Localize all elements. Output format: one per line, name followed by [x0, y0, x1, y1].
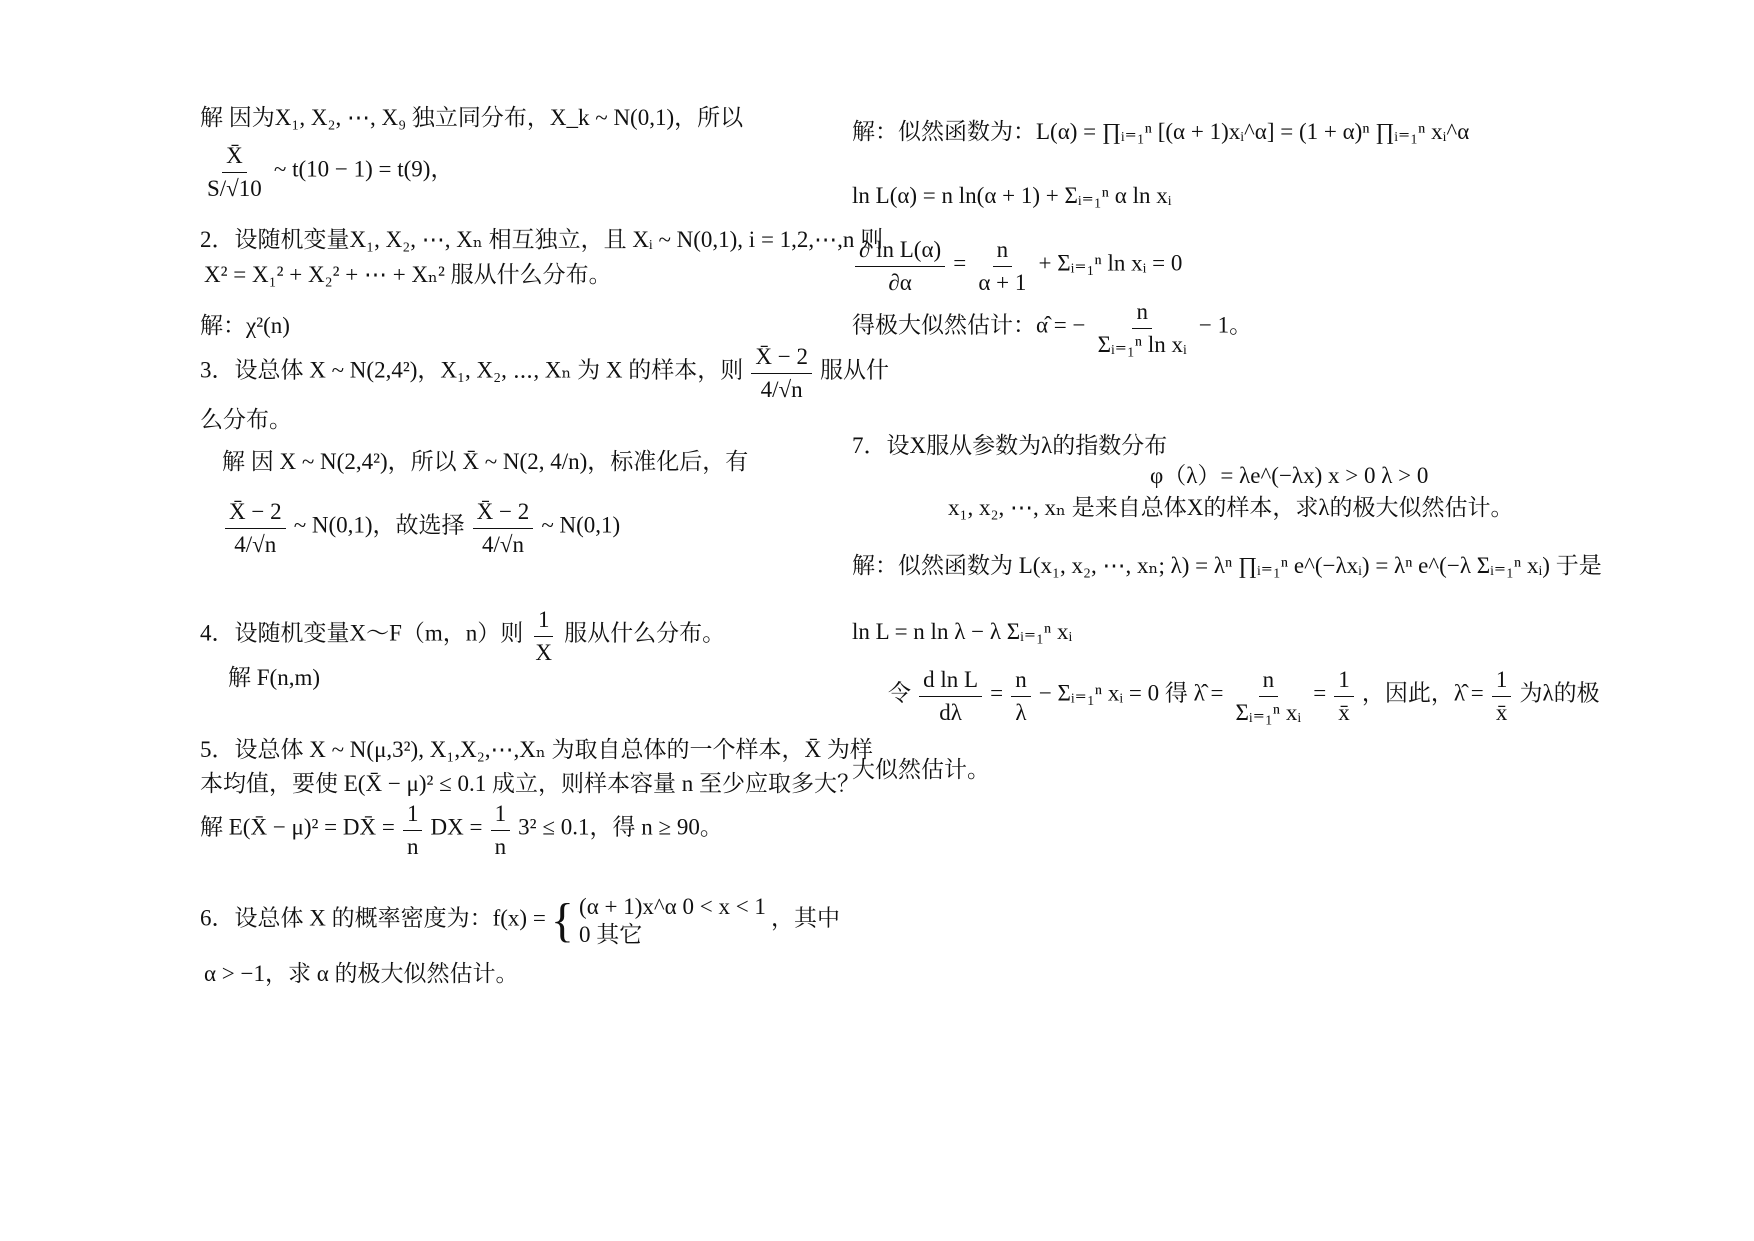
- question-3: 3．设总体 X ~ N(2,4²)，X₁, X₂, ⋯, Xₙ 为 X 的样本，则 $\frac{X̄ - 2}{4/√n}$ 服从什: [200, 344, 890, 402]
- piecewise-cases: (α + 1)x^α 0 < x < 1 0 其它: [579, 894, 766, 947]
- q7-one-over-xbar-fraction: $\frac{1}{x̄}$: [1334, 666, 1354, 726]
- question-4: 4．设随机变量X～F（m，n）则 $\frac{1}{X}$ 服从什么分布。: [200, 607, 726, 665]
- q7-derivative-fraction: $\frac{\text{d ln L}}{d\lambda}$: [919, 666, 982, 726]
- answer-5: 解 E(X̄ − μ)² = DX̄ = $\frac{1}{n}$ DX = $\frac{1}{n}$ 3² ≤ 0.1，得 n ≥ 90。: [200, 801, 723, 859]
- q6-derivative-fraction: $\frac{\text{∂ ln L(α)}}{\partial\alpha}$: [855, 236, 945, 296]
- question-3-line-2: 么分布。: [200, 407, 292, 432]
- q1-result: ~ t(10 − 1) = t(9)，: [273, 156, 454, 182]
- q7-solution-derivative: 令 $\frac{\text{d ln L}}{d\lambda}$ = $\frac{n}{\lambda}$ − Σᵢ₌₁ⁿ xᵢ = 0 得 λ̂ = $\frac{n}{\text{Σᵢ₌₁ⁿ xᵢ}}$ = $\frac{1}{x̄}$ ，因此，λ̂ = $\frac{1}{x̄}$ 为λ的极: [888, 667, 1600, 725]
- q6-estimate-fraction: $\frac{n}{\text{Σᵢ₌₁ⁿ ln xᵢ}}$: [1097, 299, 1187, 357]
- q1-t-distribution-formula: [200, 142, 453, 202]
- equals-sign: =: [953, 250, 967, 276]
- q7-solution-final: 大似然估计。: [852, 757, 990, 782]
- q3-fraction: $\frac{X̄ - 2}{4/√n}$: [751, 343, 812, 403]
- answer-3-line-1: 解 因 X ~ N(2,4²)，所以 X̄ ~ N(2, 4/n)，标准化后，有: [222, 449, 749, 474]
- answer-4: 解 F(n,m): [228, 665, 320, 690]
- equals-sign: =: [1313, 680, 1327, 706]
- q7-solution-log-likelihood: ln L = n ln λ − λ Σᵢ₌₁ⁿ xᵢ: [852, 619, 1073, 644]
- q6-solution-likelihood: 解：似然函数为：L(α) = ∏ᵢ₌₁ⁿ [(α + 1)xᵢ^α] = (1 + α)ⁿ ∏ᵢ₌₁ⁿ xᵢ^α: [852, 119, 1470, 144]
- q4-fraction: $\frac{1}{X}$: [535, 607, 553, 665]
- q1-solution-text: 解 因为X₁, X₂, ⋯, X₉ 独立同分布，X_k ~ N(0,1)，所以: [200, 105, 744, 130]
- a5-fraction-1: $\frac{1}{n}$: [403, 800, 423, 860]
- q6-solution-derivative: $\frac{\text{∂ ln L(α)}}{\partial\alpha}$ = $\frac{n}{\alpha + 1}$ + Σᵢ₌₁ⁿ ln xᵢ = 0: [852, 236, 1182, 296]
- q1-solution-line: [200, 104, 743, 132]
- a5-fraction-2: $\frac{1}{n}$: [491, 800, 511, 860]
- question-2: 2．设随机变量X₁, X₂, ⋯, Xₙ 相互独立，且 Xᵢ ~ N(0,1), i = 1,2,⋯,n 则: [200, 227, 884, 252]
- q7-final-fraction: $\frac{1}{x̄}$: [1492, 666, 1512, 726]
- question-7-pdf: φ（λ）= λe^(−λx) x > 0 λ > 0: [1150, 463, 1429, 488]
- q1-fraction: $\frac{X̄}{S/√10}$: [207, 143, 262, 201]
- equals-sign: =: [990, 680, 1004, 706]
- question-6: 6．设总体 X 的概率密度为：f(x) = { (α + 1)x^α 0 < x < 1 0 其它 ，其中: [200, 894, 841, 947]
- q6-n-over-alpha-fraction: $\frac{n}{\alpha + 1}$: [978, 237, 1027, 295]
- question-7: 7．设X服从参数为λ的指数分布: [852, 433, 1168, 458]
- q6-solution-estimate: 得极大似然估计：α̂ = − $\frac{n}{\text{Σᵢ₌₁ⁿ ln xᵢ}}$ − 1。: [852, 299, 1253, 357]
- question-5-line-2: 本均值，要使 E(X̄ − μ)² ≤ 0.1 成立，则样本容量 n 至少应取多大？: [200, 771, 861, 796]
- a3-fraction-2: $\frac{X̄ - 2}{4/√n}$: [473, 498, 534, 558]
- left-brace: {: [550, 894, 574, 947]
- q7-estimate-fraction: $\frac{n}{\text{Σᵢ₌₁ⁿ xᵢ}}$: [1235, 667, 1302, 725]
- answer-3-line-2: $\frac{X̄ - 2}{4/√n}$ ~ N(0,1)，故选择 $\frac{X̄ - 2}{4/√n}$ ~ N(0,1): [222, 498, 620, 558]
- question-7-sample: x₁, x₂, ⋯, xₙ 是来自总体X的样本，求λ的极大似然估计。: [948, 495, 1514, 520]
- question-2-line-2: X² = X₁² + X₂² + ⋯ + Xₙ² 服从什么分布。: [204, 262, 612, 287]
- answer-2: 解：χ²(n): [200, 313, 290, 338]
- q7-n-over-lambda-fraction: $\frac{n}{\lambda}$: [1011, 666, 1031, 726]
- question-6-line-2: α > −1，求 α 的极大似然估计。: [204, 961, 519, 986]
- q7-solution-likelihood: 解：似然函数为 L(x₁, x₂, ⋯, xₙ; λ) = λⁿ ∏ᵢ₌₁ⁿ e^(−λxᵢ) = λⁿ e^(−λ Σᵢ₌₁ⁿ xᵢ) 于是: [852, 553, 1602, 578]
- q6-solution-log-likelihood: ln L(α) = n ln(α + 1) + Σᵢ₌₁ⁿ α ln xᵢ: [852, 183, 1172, 208]
- question-5: 5．设总体 X ~ N(μ,3²), X₁,X₂,⋯,Xₙ 为取自总体的一个样本，X̄ 为样: [200, 737, 873, 762]
- a3-fraction-1: $\frac{X̄ - 2}{4/√n}$: [225, 498, 286, 558]
